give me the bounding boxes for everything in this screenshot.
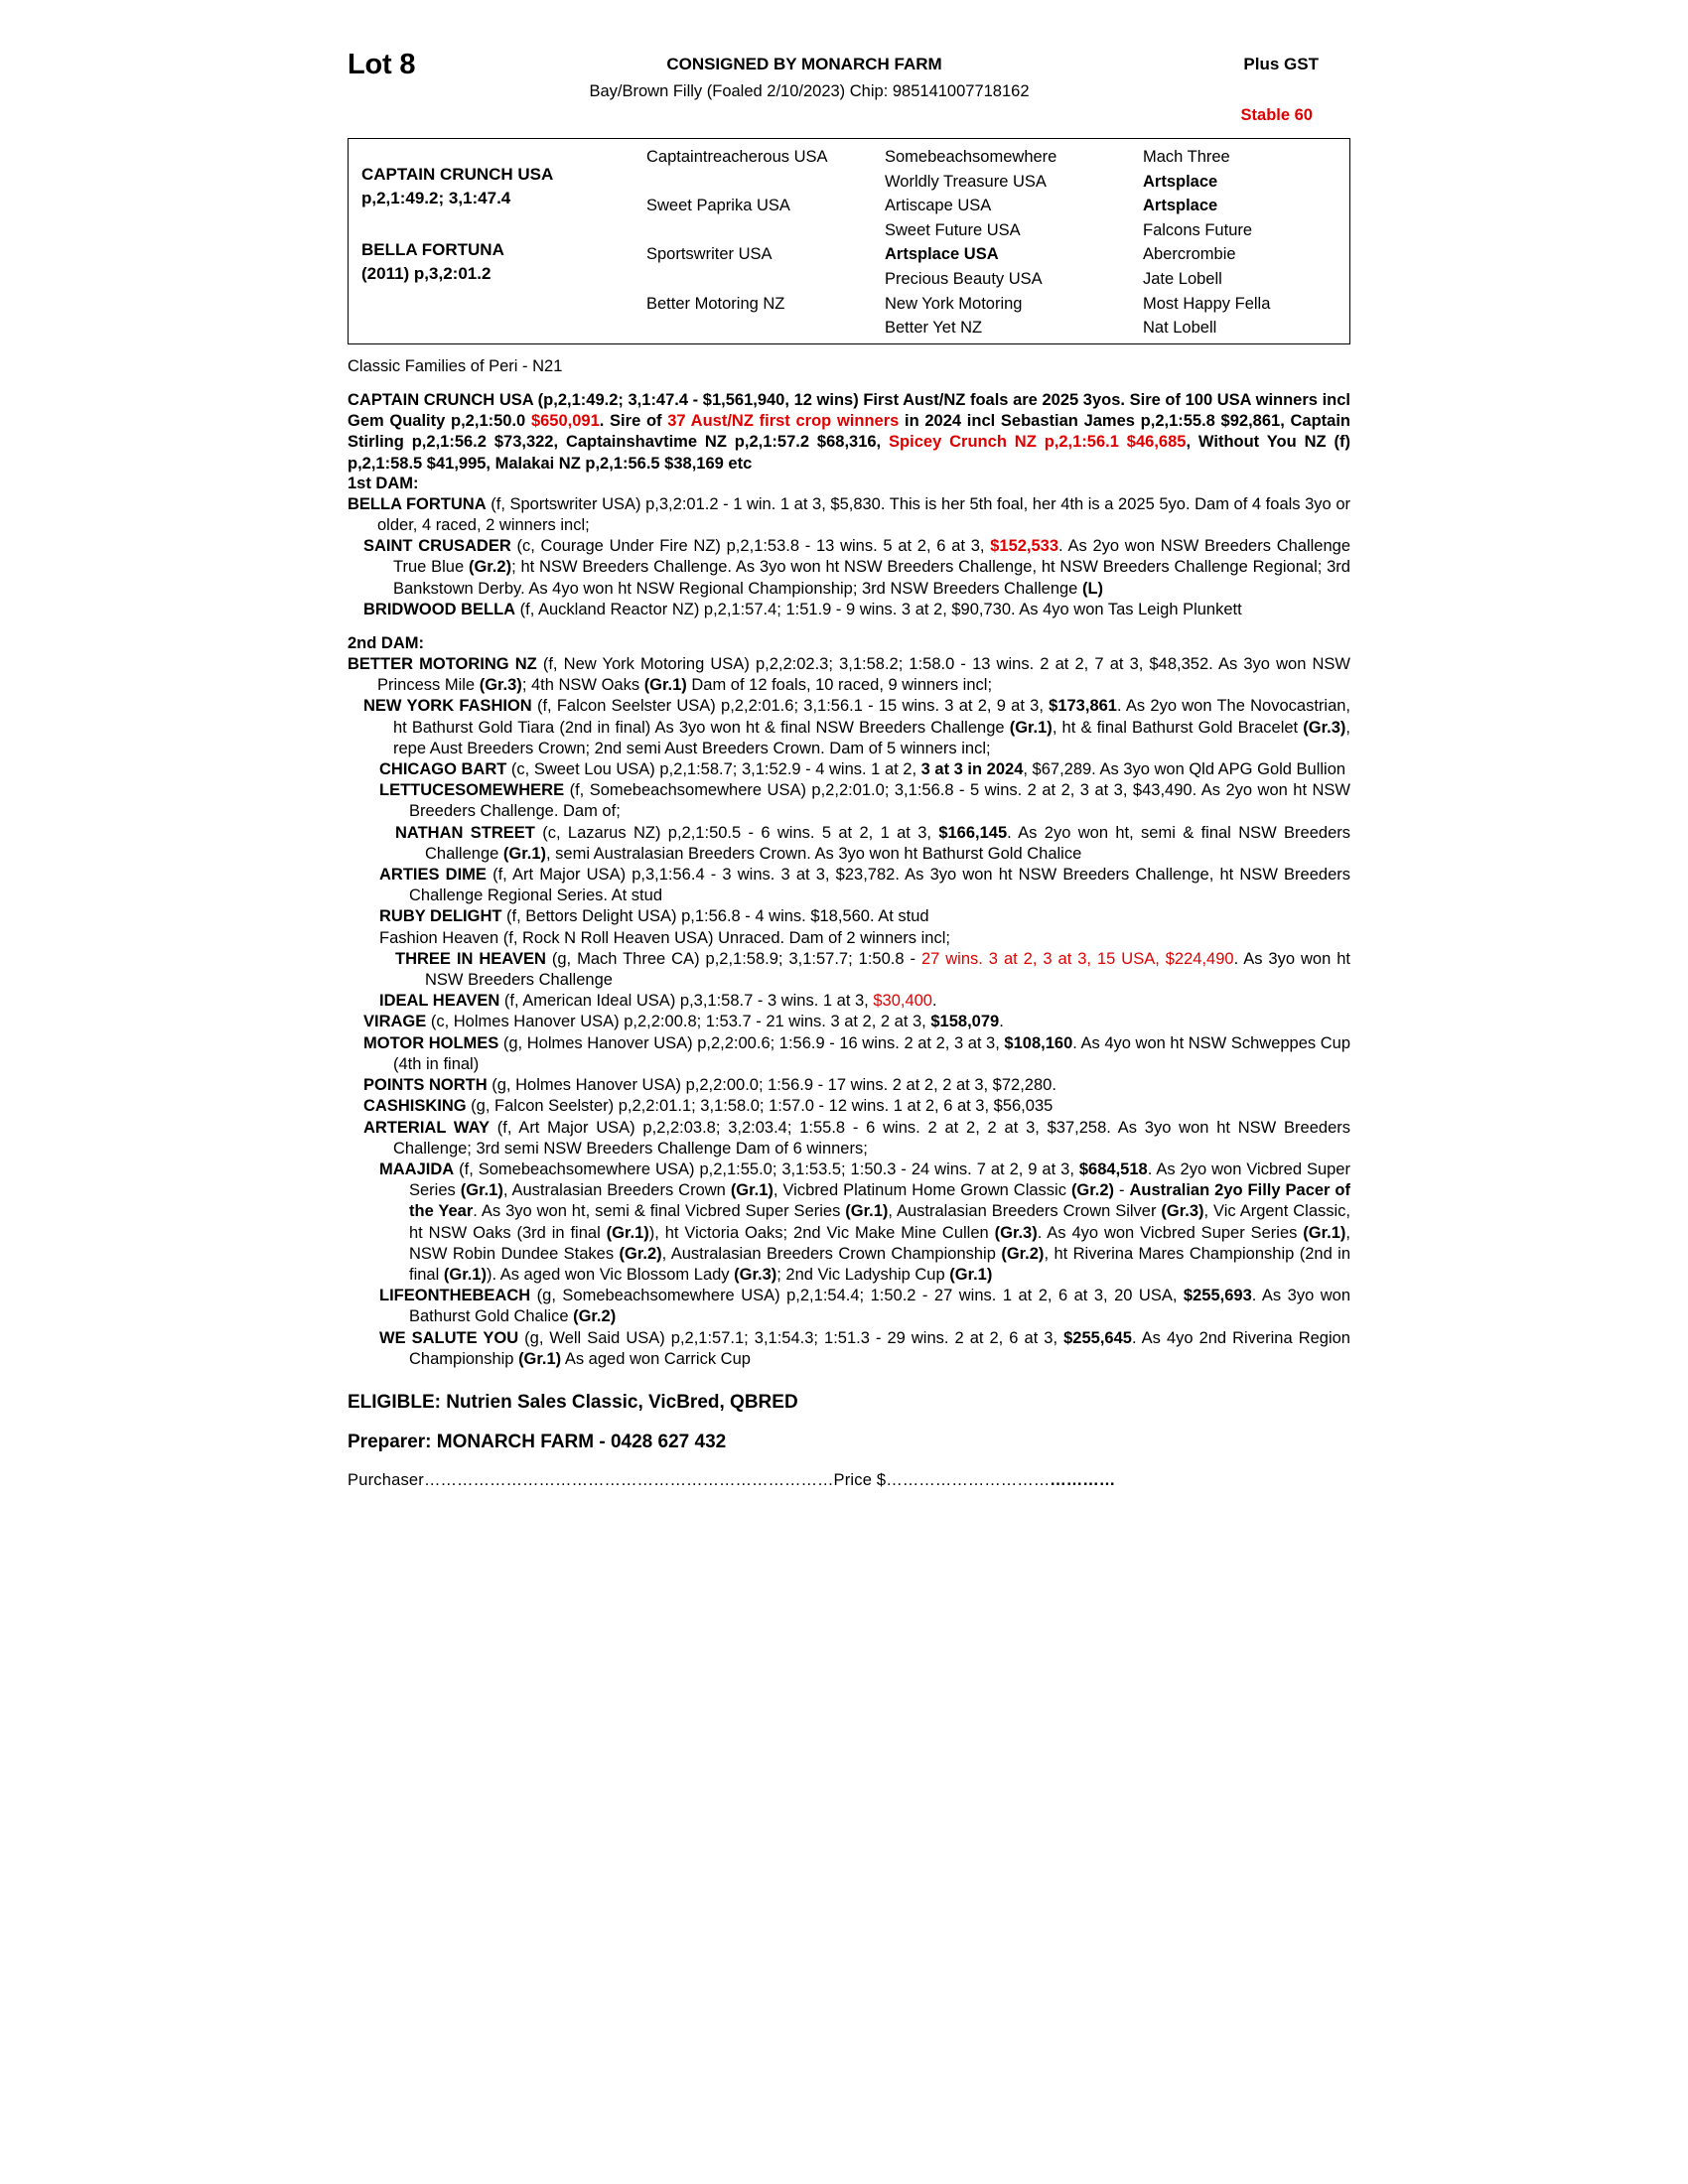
pedigree-gen4-1: Mach Three [1143,148,1230,166]
pedigree-gen3-8: Better Yet NZ [885,319,983,338]
catalogue-sheet [348,45,1350,1490]
stable-badge: Stable 60 [1240,106,1313,124]
pedigree-entry: WE SALUTE YOU (g, Well Said USA) p,2,1:57.1; 3,1:54.3; 1:51.3 - 29 wins. 2 at 2, 6 at 3, $255,645. As 4yo 2nd Riverina Region Championship (Gr.1) As aged won Carrick Cup [379,1328,1350,1368]
pedigree-entry: RUBY DELIGHT (f, Bettors Delight USA) p,1:56.8 - 4 wins. $18,560. At stud [379,907,929,926]
pedigree-dam-record: (2011) p,3,2:01.2 [361,264,492,283]
pedigree-entry: BRIDWOOD BELLA (f, Auckland Reactor NZ) p,2,1:57.4; 1:51.9 - 9 wins. 3 at 2, $90,730. As 4yo won Tas Leigh Plunkett [363,600,1242,618]
price-dots: ………………………… [886,1470,1051,1489]
pedigree-gen3-1: Somebeachsomewhere [885,148,1057,166]
pedigree-gen2-1: Captaintreacherous USA [646,148,828,166]
pedigree-entry: IDEAL HEAVEN (f, American Ideal USA) p,3,1:58.7 - 3 wins. 1 at 3, $30,400. [379,992,937,1011]
plus-gst-label: Plus GST [1243,55,1319,73]
preparer-line: Preparer: MONARCH FARM - 0428 627 432 [348,1431,727,1452]
pedigree-entry: SAINT CRUSADER (c, Courage Under Fire NZ) p,2,1:53.8 - 13 wins. 5 at 2, 6 at 3, $152,533. As 2yo won NSW Breeders Challenge True Blue (Gr.2); ht NSW Breeders Challenge. As 3yo won ht NSW Breeders Challenge, ht NSW Breeders Challenge Regional; 3rd Bankstown Derby. As 4yo won ht NSW Regional Championship; 3rd NSW Breeders Challenge (L) [363,537,1351,598]
pedigree-dam-name: BELLA FORTUNA [361,240,504,259]
pedigree-gen4-6: Jate Lobell [1143,270,1222,288]
pedigree-entry: THREE IN HEAVEN (g, Mach Three CA) p,2,1:58.9; 3,1:57.7; 1:50.8 - 27 wins. 3 at 2, 3 at 3, 15 USA, $224,490. As 3yo won ht NSW Breeders Challenge [395,949,1350,990]
pedigree-gen4-4: Falcons Future [1143,220,1253,239]
pedigree-entry: ARTERIAL WAY (f, Art Major USA) p,2,2:03.8; 3,2:03.4; 1:55.8 - 6 wins. 2 at 2, 2 at 3, $37,258. As 3yo won ht NSW Breeders Challenge; 3rd semi NSW Breeders Challenge Dam of 6 winners; [363,1118,1350,1158]
pedigree-entry: LIFEONTHEBEACH (g, Somebeachsomewhere USA) p,2,1:54.4; 1:50.2 - 27 wins. 1 at 2, 6 at 3, 20 USA, $255,693. As 3yo won Bathurst Gold Chalice (Gr.2) [379,1287,1350,1326]
pedigree-entry: POINTS NORTH (g, Holmes Hanover USA) p,2,2:00.0; 1:56.9 - 17 wins. 2 at 2, 2 at 3, $72,280. [363,1076,1056,1095]
pedigree-gen4-3: Artsplace [1143,197,1218,215]
second-dam-heading: 2nd DAM: [348,634,424,653]
pedigree-entry: BELLA FORTUNA (f, Sportswriter USA) p,3,2:01.2 - 1 win. 1 at 3, $5,830. This is her 5th foal, her 4th is a 2025 5yo. Dam of 4 foals 3yo or older, 4 raced, 2 winners incl; [348,494,1350,535]
pedigree-gen4-2: Artsplace [1143,172,1218,191]
pedigree-entry: NATHAN STREET (c, Lazarus NZ) p,2,1:50.5 - 6 wins. 5 at 2, 1 at 3, $166,145. As 2yo won ht, semi & final NSW Breeders Challenge (Gr.1), semi Australasian Breeders Crown. As 3yo won ht Bathurst Gold Chalice [395,823,1350,863]
pedigree-gen4-8: Nat Lobell [1143,319,1217,338]
purchaser-label: Purchaser [348,1470,425,1489]
pedigree-gen3-7: New York Motoring [885,294,1023,313]
pedigree-gen3-2: Worldly Treasure USA [885,172,1047,191]
lot-number: Lot 8 [348,49,416,80]
pedigree-entry: MOTOR HOLMES (g, Holmes Hanover USA) p,2,2:00.6; 1:56.9 - 16 wins. 2 at 2, 3 at 3, $108,160. As 4yo won ht NSW Schweppes Cup (4th in final) [363,1033,1351,1073]
page-header [348,45,1350,136]
consignor-line: CONSIGNED BY MONARCH FARM [666,55,942,73]
second-dam-entries [348,654,1350,1370]
first-dam-entries [348,494,1350,620]
pedigree-gen3-4: Sweet Future USA [885,220,1021,239]
pedigree-gen2-2: Sweet Paprika USA [646,197,790,215]
pedigree-entry: VIRAGE (c, Holmes Hanover USA) p,2,2:00.8; 1:53.7 - 21 wins. 3 at 2, 2 at 3, $158,079. [363,1013,1004,1031]
pedigree-sire-record: p,2,1:49.2; 3,1:47.4 [361,189,511,207]
pedigree-entry: BETTER MOTORING NZ (f, New York Motoring USA) p,2,2:02.3; 3,1:58.2; 1:58.0 - 13 wins. 2 at 2, 7 at 3, $48,352. As 3yo won NSW Princess Mile (Gr.3); 4th NSW Oaks (Gr.1) Dam of 12 foals, 10 raced, 9 winners incl; [348,655,1350,695]
pedigree-entry: CHICAGO BART (c, Sweet Lou USA) p,2,1:58.7; 3,1:52.9 - 4 wins. 1 at 2, 3 at 3 in 2024, $67,289. As 3yo won Qld APG Gold Bullion [379,760,1346,779]
pedigree-entry: ARTIES DIME (f, Art Major USA) p,3,1:56.4 - 3 wins. 3 at 3, $23,782. As 3yo won ht NSW Breeders Challenge, ht NSW Breeders Challenge Regional Series. At stud [379,866,1350,905]
horse-description: Bay/Brown Filly (Foaled 2/10/2023) Chip: 985141007718162 [589,82,1030,100]
pedigree-sire-name: CAPTAIN CRUNCH USA [361,165,554,184]
price-dots-bold: ………… [1050,1470,1116,1489]
sire-paragraph: CAPTAIN CRUNCH USA (p,2,1:49.2; 3,1:47.4 - $1,561,940, 12 wins) First Aust/NZ foals are 2025 3yos. Sire of 100 USA winners incl Gem Quality p,2,1:50.0 $650,091. Sire of 37 Aust/NZ first crop winners in 2024 incl Sebastian James p,2,1:55.8 $92,861, Captain Stirling p,2,1:56.2 $73,322, Captainshavtime NZ p,2,1:57.2 $68,316, Spicey Crunch NZ p,2,1:56.1 $46,685, Without You NZ (f) p,2,1:58.5 $41,995, Malakai NZ p,2,1:56.5 $38,169 etc [348,391,1350,473]
pedigree-table [348,138,1350,344]
pedigree-entry: MAAJIDA (f, Somebeachsomewhere USA) p,2,1:55.0; 3,1:53.5; 1:50.3 - 24 wins. 7 at 2, 9 at 3, $684,518. As 2yo won Vicbred Super Series (Gr.1), Australasian Breeders Crown (Gr.1), Vicbred Platinum Home Grown Classic (Gr.2) - Australian 2yo Filly Pacer of the Year. As 3yo won ht, semi & final Vicbred Super Series (Gr.1), Australasian Breeders Crown Silver (Gr.3), Vic Argent Classic, ht NSW Oaks (3rd in final (Gr.1)), ht Victoria Oaks; 2nd Vic Make Mine Cullen (Gr.3). As 4yo won Vicbred Super Series (Gr.1), NSW Robin Dundee Stakes (Gr.2), Australasian Breeders Crown Championship (Gr.2), ht Riverina Mares Championship (2nd in final (Gr.1)). As aged won Vic Blossom Lady (Gr.3); 2nd Vic Ladyship Cup (Gr.1) [379,1160,1351,1284]
pedigree-gen4-5: Abercrombie [1143,245,1236,264]
pedigree-entry: LETTUCESOMEWHERE (f, Somebeachsomewhere USA) p,2,2:01.0; 3,1:56.8 - 5 wins. 2 at 2, 3 at 3, $43,490. As 2yo won ht NSW Breeders Challenge. Dam of; [379,781,1350,821]
price-label: Price $ [833,1470,887,1489]
pedigree-gen3-5: Artsplace USA [885,245,999,264]
pedigree-entry: NEW YORK FASHION (f, Falcon Seelster USA) p,2,2:01.6; 3,1:56.1 - 15 wins. 3 at 2, 9 at 3, $173,861. As 2yo won The Novocastrian, ht Bathurst Gold Tiara (2nd in final) As 3yo won ht & final NSW Breeders Challenge (Gr.1), ht & final Bathurst Gold Bracelet (Gr.3), repe Aust Breeders Crown; 2nd semi Aust Breeders Crown. Dam of 5 winners incl; [363,697,1351,757]
families-line: Classic Families of Peri - N21 [348,357,563,375]
first-dam-heading: 1st DAM: [348,474,419,492]
pedigree-entry: CASHISKING (g, Falcon Seelster) p,2,2:01.1; 3,1:58.0; 1:57.0 - 12 wins. 1 at 2, 6 at 3, $56,035 [363,1097,1054,1116]
pedigree-gen2-4: Better Motoring NZ [646,294,785,313]
purchaser-footer [348,1471,1350,1490]
purchaser-dots: ………………………………………………………………… [424,1470,834,1489]
pedigree-gen4-7: Most Happy Fella [1143,294,1271,313]
pedigree-entry: Fashion Heaven (f, Rock N Roll Heaven USA) Unraced. Dam of 2 winners incl; [379,928,950,947]
eligible-line: ELIGIBLE: Nutrien Sales Classic, VicBred, QBRED [348,1391,798,1413]
pedigree-gen3-6: Precious Beauty USA [885,270,1043,288]
pedigree-gen2-3: Sportswriter USA [646,245,773,264]
pedigree-gen3-3: Artiscape USA [885,197,992,215]
